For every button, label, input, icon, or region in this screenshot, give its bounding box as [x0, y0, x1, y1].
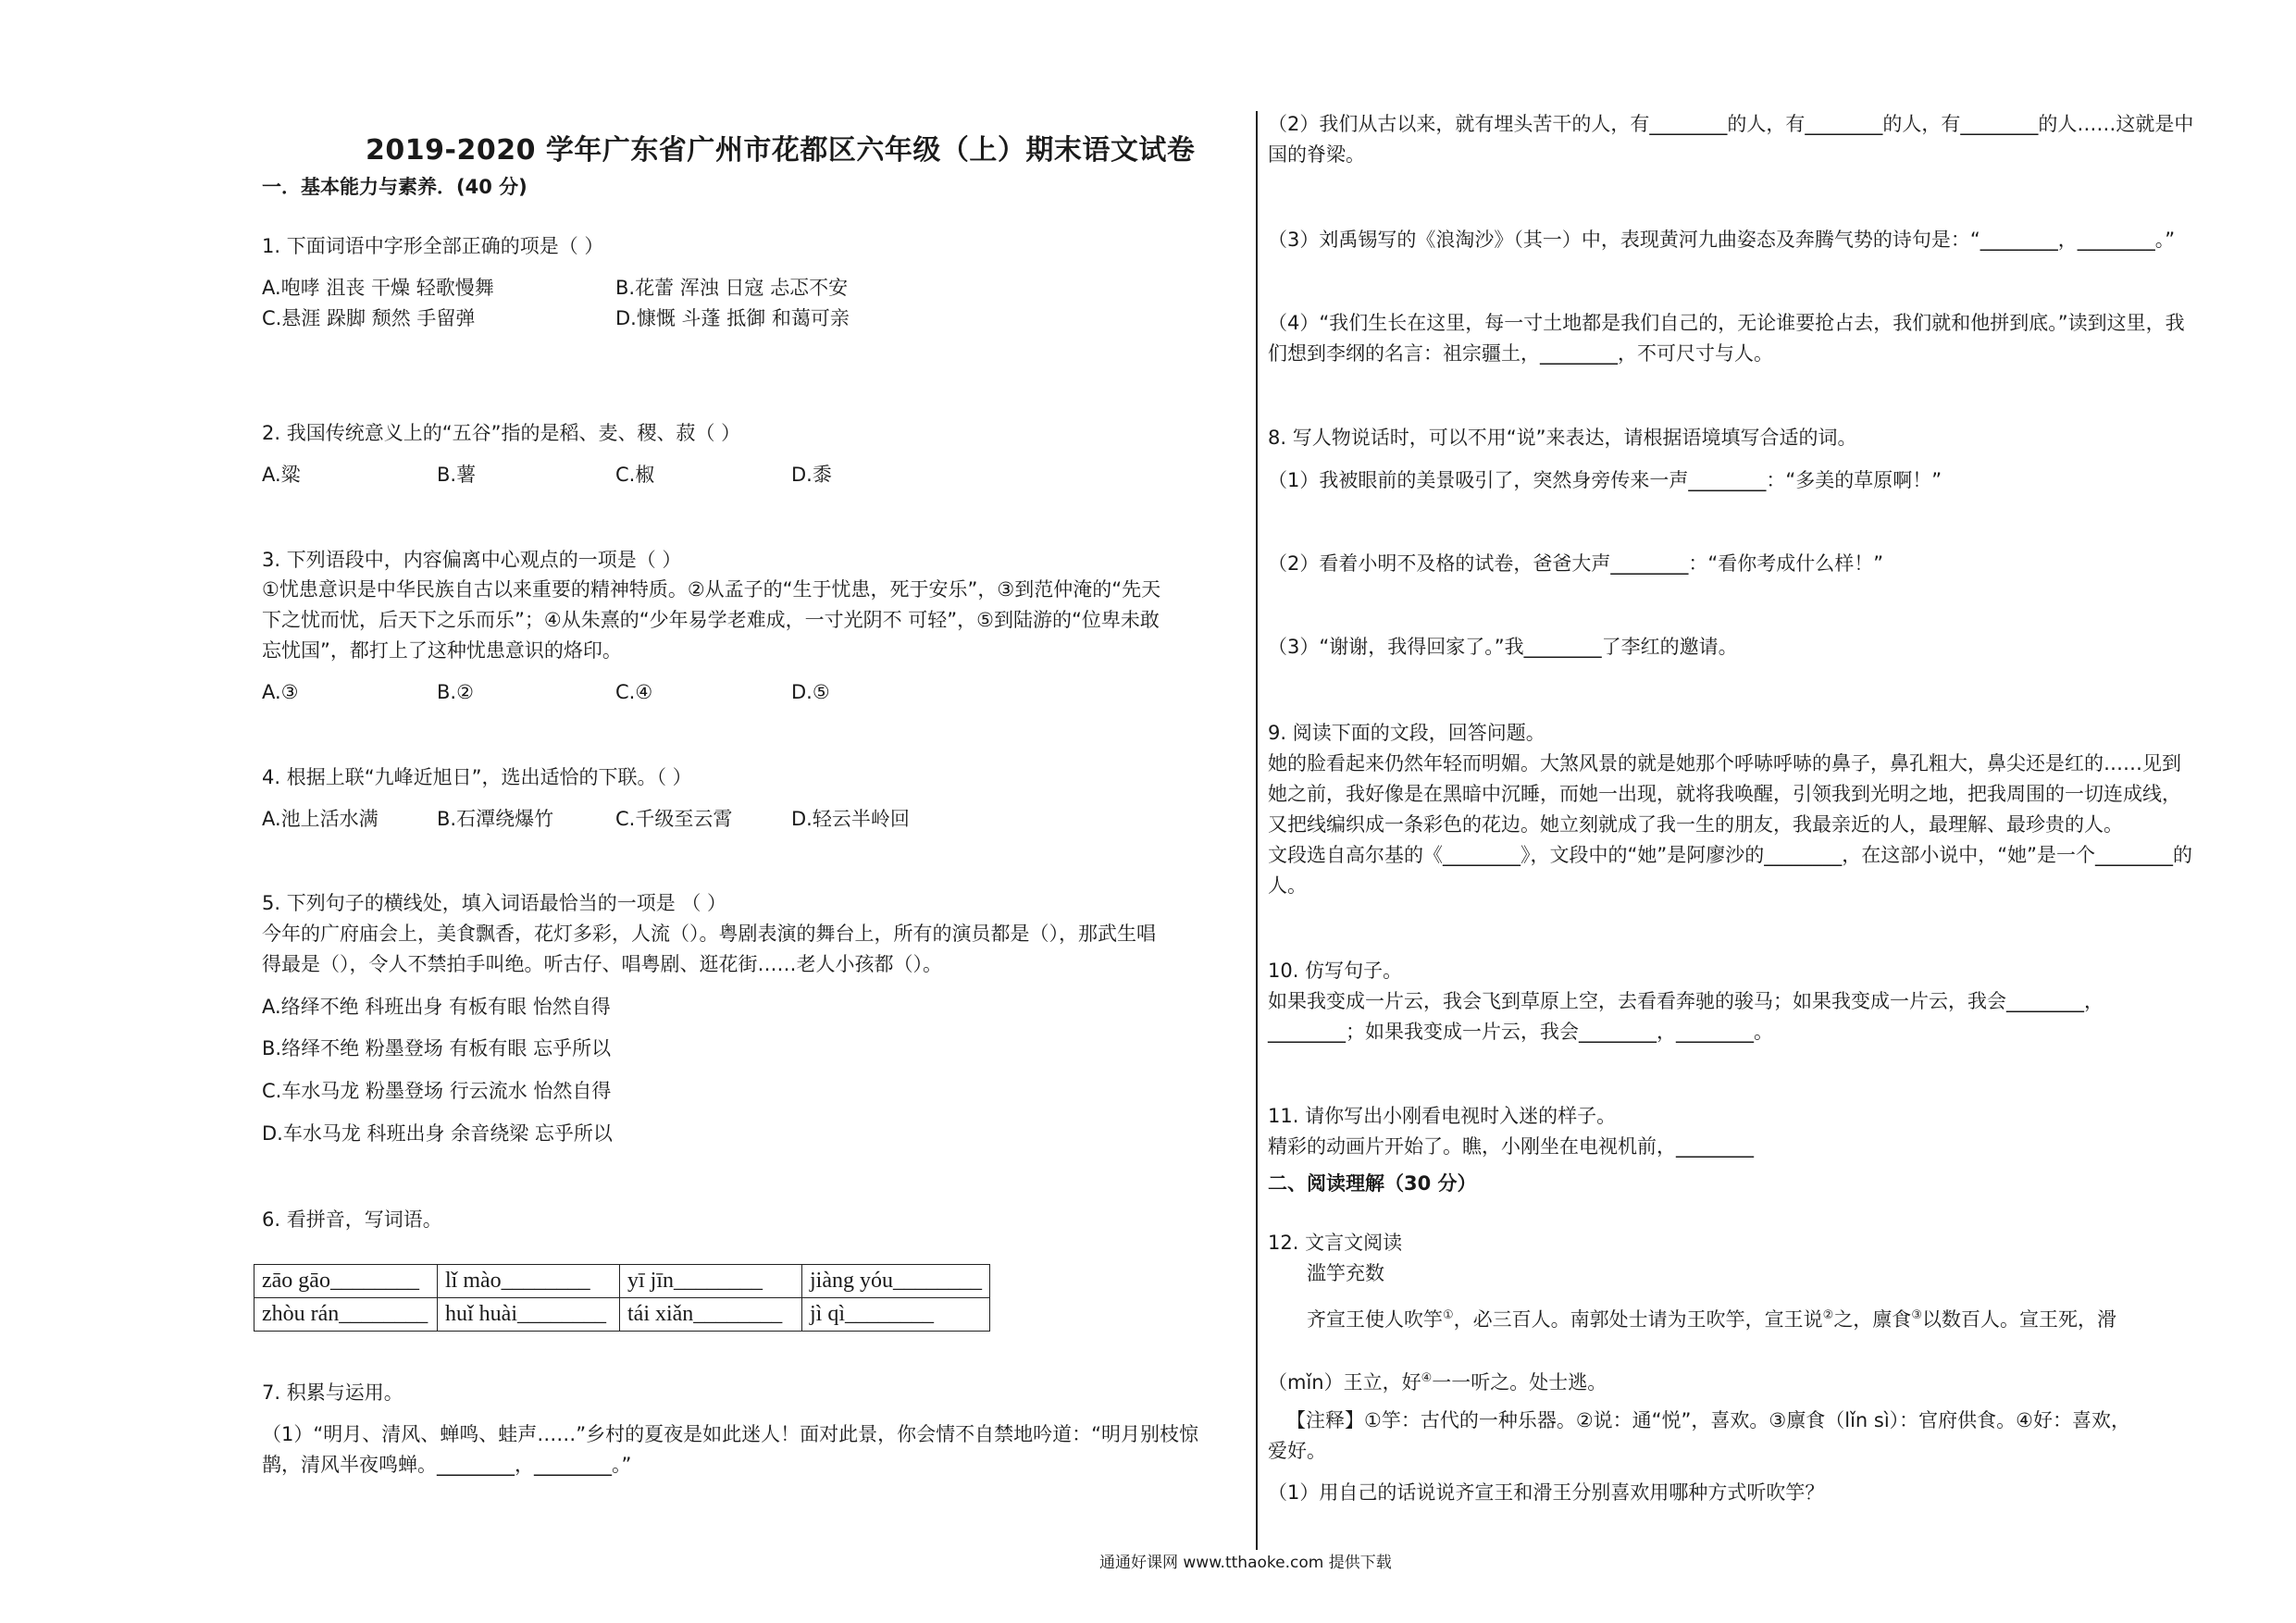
q3-text-line: 忘忧国”，都打上了这种忧患意识的烙印。 — [262, 639, 622, 662]
q7-part4-line: （4）“我们生长在这里，每一寸土地都是我们自己的，无论谁要抢占去，我们就和他拼到底。”读到这里，我 — [1268, 312, 2185, 334]
q7-part3-line: （3）刘禹锡写的《浪淘沙》（其一）中，表现黄河九曲姿态及奔腾气势的诗句是：“________，________。” — [1268, 229, 2176, 251]
exam-title: 2019-2020 学年广东省广州市花都区六年级（上）期末语文试卷 — [366, 134, 1196, 167]
pinyin-cell[interactable]: zāo gāo________ — [254, 1265, 438, 1298]
q7-part2-line: 国的脊梁。 — [1268, 143, 1365, 166]
q7-part2-line: （2）我们从古以来，就有埋头苦干的人，有________的人，有________的人，有________的人……这就是中 — [1268, 113, 2194, 135]
q5-text-line: 今年的广府庙会上，美食飘香，花灯多彩，人流（）。粤剧表演的舞台上，所有的演员都是（），那武生唱 — [262, 923, 1156, 945]
q2-option-d: D.黍 — [791, 464, 832, 486]
q8-part1: （1）我被眼前的美景吸引了，突然身旁传来一声________：“多美的草原啊！” — [1268, 469, 1942, 491]
q5-option-c: C.车水马龙 粉墨登场 行云流水 怡然自得 — [262, 1080, 612, 1102]
q3-stem: 3. 下列语段中，内容偏离中心观点的一项是（ ） — [262, 549, 682, 571]
text-segment: 之，廪食 — [1833, 1308, 1912, 1331]
q12-stem: 12. 文言文阅读 — [1268, 1232, 1403, 1254]
q11-stem: 11. 请你写出小刚看电视时入迷的样子。 — [1268, 1105, 1617, 1127]
q12-sub-question: （1）用自己的话说说齐宣王和滑王分别喜欢用哪种方式听吹竽？ — [1268, 1481, 1825, 1504]
q1-option-c: C.悬涯 跺脚 颓然 手留弹 — [262, 307, 476, 329]
q3-option-b: B.② — [437, 681, 474, 703]
q3-text-line: 下之忧而忧，后天下之乐而乐”；④从朱熹的“少年易学老难成，一寸光阴不 可轻”，⑤到陆游的“位卑未敢 — [262, 609, 1160, 631]
q2-option-a: A.粱 — [262, 464, 301, 486]
q1-option-a: A.咆哮 沮丧 干燥 轻歌慢舞 — [262, 277, 494, 299]
q4-stem: 4. 根据上联“九峰近旭日”，选出适恰的下联。（ ） — [262, 766, 692, 788]
q5-text-line: 得最是（），令人不禁拍手叫绝。听古仔、唱粤剧、逛花街……老人小孩都（）。 — [262, 953, 942, 975]
pinyin-cell[interactable]: jì qì________ — [802, 1298, 990, 1332]
q1-option-b: B.花蕾 浑浊 日寇 忐忑不安 — [615, 277, 849, 299]
text-segment: （mǐn）王立，好 — [1268, 1371, 1421, 1394]
q5-stem: 5. 下列句子的横线处，填入词语最恰当的一项是 （ ） — [262, 892, 727, 914]
q2-stem: 2. 我国传统意义上的“五谷”指的是稻、麦、稷、菽（ ） — [262, 422, 741, 444]
footnote-marker: ① — [1443, 1308, 1454, 1322]
q2-option-c: C.椒 — [615, 464, 655, 486]
section-1-heading: 一．基本能力与素养．(40 分) — [262, 176, 527, 198]
q8-part2: （2）看着小明不及格的试卷，爸爸大声________：“看你考成什么样！” — [1268, 552, 1884, 575]
pinyin-cell[interactable]: yī jīn________ — [620, 1265, 802, 1298]
q12-passage-line — [1307, 1300, 2116, 1335]
q1-stem: 1. 下面词语中字形全部正确的项是（ ） — [262, 235, 604, 257]
q6-stem: 6. 看拼音，写词语。 — [262, 1208, 442, 1231]
footnote-marker: ④ — [1421, 1371, 1433, 1385]
table-row — [254, 1298, 990, 1332]
q1-option-d: D.慷慨 斗蓬 抵御 和蔼可亲 — [615, 307, 850, 329]
q12-note-line: 【注释】①竽：古代的一种乐器。②说：通“悦”，喜欢。③廪食（lǐn sì）：官府供食。④好：喜欢， — [1286, 1409, 2130, 1431]
q12-note-line: 爱好。 — [1268, 1440, 1326, 1462]
q7-part1-line: （1）“明月、清风、蝉鸣、蛙声……”乡村的夏夜是如此迷人！面对此景，你会情不自禁地吟道：“明月别枝惊 — [262, 1423, 1198, 1445]
pinyin-cell[interactable]: tái xiǎn________ — [620, 1298, 802, 1332]
q7-part4-line: 们想到李纲的名言：祖宗疆土，________，不可尺寸与人。 — [1268, 342, 1773, 365]
q7-part1-line: 鹊，清风半夜鸣蝉。________，________。” — [262, 1454, 632, 1476]
q3-option-a: A.③ — [262, 681, 299, 703]
footnote-marker: ③ — [1911, 1308, 1922, 1322]
text-segment: 一一听之。处士逃。 — [1432, 1371, 1607, 1394]
q2-option-b: B.薯 — [437, 464, 477, 486]
q8-part3: （3）“谢谢，我得回家了。”我________了李红的邀请。 — [1268, 636, 1738, 658]
q4-option-c: C.千级至云霄 — [615, 808, 733, 830]
text-segment: ，必三百人。南郭处士请为王吹竽，宣王说 — [1453, 1308, 1823, 1331]
pinyin-table — [254, 1264, 990, 1332]
table-row — [254, 1265, 990, 1298]
q5-option-b: B.络绎不绝 粉墨登场 有板有眼 忘乎所以 — [262, 1037, 612, 1059]
q10-stem: 10. 仿写句子。 — [1268, 960, 1403, 982]
pinyin-cell[interactable]: zhòu rán________ — [254, 1298, 438, 1332]
q4-option-d: D.轻云半岭回 — [791, 808, 910, 830]
q7-stem: 7. 积累与运用。 — [262, 1381, 403, 1404]
q3-text-line: ①忧患意识是中华民族自古以来重要的精神特质。②从孟子的“生于忧患，死于安乐”，③到范仲淹的“先天 — [262, 578, 1161, 601]
text-segment: 齐宣王使人吹竽 — [1307, 1308, 1443, 1331]
q10-text-line: 如果我变成一片云，我会飞到草原上空，去看看奔驰的骏马；如果我变成一片云，我会________， — [1268, 990, 2104, 1012]
q3-option-c: C.④ — [615, 681, 653, 703]
text-segment: 以数百人。宣王死，滑 — [1921, 1308, 2116, 1331]
q9-text-line: 人。 — [1268, 874, 1307, 897]
q9-text-line: 文段选自高尔基的《________》，文段中的“她”是阿廖沙的________，在这部小说中，“她”是一个________的 — [1268, 844, 2193, 866]
q9-text-line: 又把线编织成一条彩色的花边。她立刻就成了我一生的朋友，我最亲近的人，最理解、最珍贵的人。 — [1268, 813, 2123, 836]
pinyin-cell[interactable]: huǐ huài________ — [438, 1298, 620, 1332]
q8-stem: 8. 写人物说话时，可以不用“说”来表达，请根据语境填写合适的词。 — [1268, 427, 1857, 449]
q9-text-line: 她之前，我好像是在黑暗中沉睡，而她一出现，就将我唤醒，引领我到光明之地，把我周围的一切连成线， — [1268, 783, 2181, 805]
column-divider — [1256, 111, 1258, 1550]
pinyin-cell[interactable]: lǐ mào________ — [438, 1265, 620, 1298]
q3-option-d: D.⑤ — [791, 681, 830, 703]
q4-option-b: B.石潭绕爆竹 — [437, 808, 554, 830]
q9-text-line: 她的脸看起来仍然年轻而明媚。大煞风景的就是她那个呼哧呼哧的鼻子，鼻孔粗大，鼻尖还是红的……见到 — [1268, 752, 2181, 774]
pinyin-cell[interactable]: jiàng yóu________ — [802, 1265, 990, 1298]
q9-stem: 9. 阅读下面的文段，回答问题。 — [1268, 722, 1545, 744]
q11-text-line: 精彩的动画片开始了。瞧，小刚坐在电视机前，________ — [1268, 1135, 1754, 1158]
footnote-marker: ② — [1822, 1308, 1834, 1322]
section-2-heading: 二、阅读理解（30 分） — [1268, 1172, 1477, 1195]
q12-passage-line — [1268, 1363, 1607, 1398]
q5-option-d: D.车水马龙 科班出身 余音绕梁 忘乎所以 — [262, 1122, 613, 1145]
q4-option-a: A.池上活水满 — [262, 808, 379, 830]
q5-option-a: A.络绎不绝 科班出身 有板有眼 怡然自得 — [262, 996, 611, 1018]
q10-text-line: ________；如果我变成一片云，我会________，________。 — [1268, 1021, 1773, 1043]
q12-passage-title: 滥竽充数 — [1307, 1262, 1384, 1284]
page-footer: 通通好课网 www.tthaoke.com 提供下载 — [1099, 1554, 1392, 1572]
